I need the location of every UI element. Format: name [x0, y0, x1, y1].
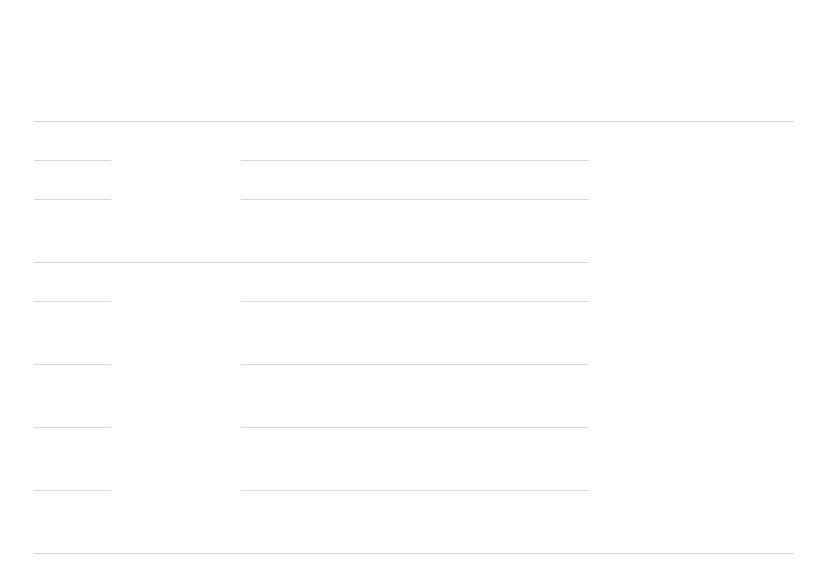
- header-altura: [241, 58, 365, 122]
- cell-dimension: [365, 263, 511, 302]
- cell-peso: [511, 122, 589, 161]
- cell-altura: [241, 428, 365, 491]
- section-heading: [34, 22, 48, 42]
- accent-bar-bottom: [34, 32, 39, 40]
- cell-dimension: [365, 122, 511, 161]
- cell-peso: [511, 263, 589, 302]
- cell-altura: [241, 491, 365, 554]
- cell-dimension: [365, 365, 511, 428]
- header-tension: [589, 58, 794, 122]
- header-peso: [511, 58, 589, 122]
- cell-altura: [241, 263, 365, 302]
- cell-modelo: [34, 491, 111, 554]
- cell-modelo: [34, 365, 111, 428]
- cell-capacidad: [111, 122, 241, 263]
- cell-modelo: [34, 302, 111, 365]
- cell-dimension: [365, 302, 511, 365]
- cell-peso: [511, 200, 589, 263]
- cell-modelo: [34, 161, 111, 200]
- cell-altura: [241, 365, 365, 428]
- table-row: [34, 122, 794, 161]
- cell-modelo: [34, 263, 111, 302]
- cell-altura: [241, 302, 365, 365]
- cell-peso: [511, 428, 589, 491]
- table-header-row: [34, 58, 794, 122]
- cell-capacidad: [111, 263, 241, 554]
- accent-bar-icon: [34, 25, 39, 40]
- header-dimension: [365, 58, 511, 122]
- cell-dimension: [365, 491, 511, 554]
- cell-dimension: [365, 428, 511, 491]
- cell-modelo: [34, 428, 111, 491]
- cell-modelo: [34, 122, 111, 161]
- cell-altura: [241, 200, 365, 263]
- cell-peso: [511, 161, 589, 200]
- accent-bar-top: [34, 25, 39, 33]
- parameters-table: [34, 58, 794, 554]
- cell-peso: [511, 302, 589, 365]
- header-capacidad: [111, 58, 241, 122]
- header-modelo: [34, 58, 111, 122]
- cell-dimension: [365, 200, 511, 263]
- cell-peso: [511, 491, 589, 554]
- cell-modelo: [34, 200, 111, 263]
- cell-altura: [241, 122, 365, 161]
- cell-dimension: [365, 161, 511, 200]
- cell-peso: [511, 365, 589, 428]
- cell-tension: [589, 122, 794, 554]
- cell-altura: [241, 161, 365, 200]
